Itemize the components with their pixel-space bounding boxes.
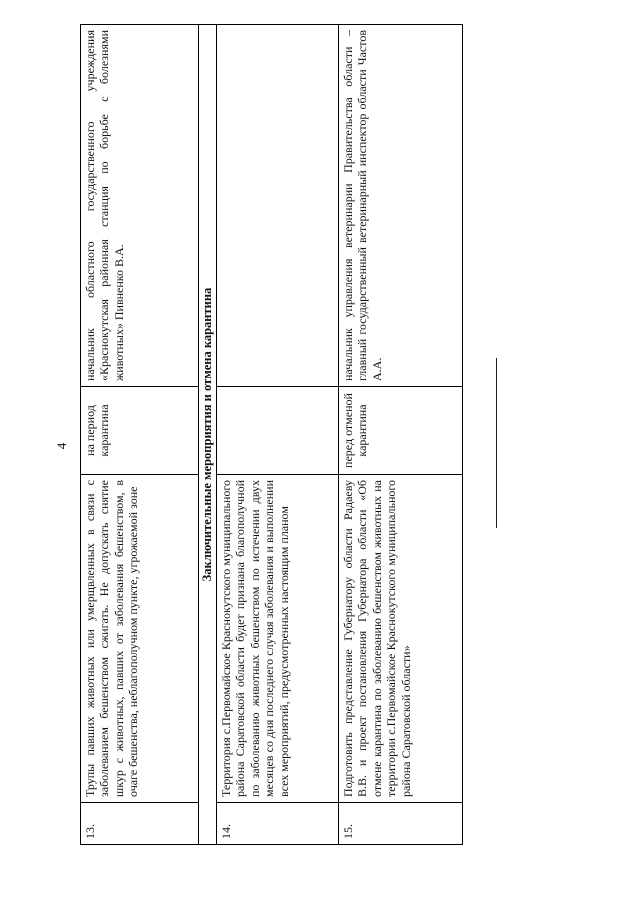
page-number: 4 (54, 442, 69, 450)
signature-divider-line (496, 358, 497, 528)
term-cell (217, 387, 339, 475)
measure-cell: Трупы павших животных или умерщвленных в связи с заболеванием бешенством сжигать. Не допускать снятие шкур с животных, павших от заболевания бешенством, в очаге бешенства, неблагополучном пункте, угрожаемой зоне (81, 475, 199, 803)
measures-table-rotated (80, 25, 460, 845)
table-row (339, 25, 463, 845)
table-row (81, 25, 199, 845)
row-number: 14. (217, 803, 339, 845)
measure-cell: Подготовить представление Губернатору области Радаеву В.В. и проект постановления Губернатора области «Об отмене карантина по заболеванию бешенством животных на территории с.Первомайское Краснокутского муниципального района Саратовской области» (339, 475, 463, 803)
row-number: 15. (339, 803, 463, 845)
measure-cell: Территория с.Первомайское Краснокутского муниципального района Саратовской области будет признана благополучной по заболеванию животных бешенством по истечении двух месяцев со дня последнего случая заболевания и выполнении всех мероприятий, предусмотренных настоящим планом (217, 475, 339, 803)
row-number: 13. (81, 803, 199, 845)
measures-table (80, 24, 463, 845)
section-header-row (199, 25, 217, 845)
responsible-cell (217, 25, 339, 387)
responsible-cell: начальник управления ветеринарии Правительства области – главный государственный ветеринарный инспектор области Частов А.А. (339, 25, 463, 387)
table-row (217, 25, 339, 845)
responsible-cell: начальник областного государственного учреждения «Краснокутская районная станция по борьбе с болезнями животных» Пивненко В.А. (81, 25, 199, 387)
section-title: Заключительные мероприятия и отмена карантина (199, 25, 217, 845)
term-cell: перед отменой карантина (339, 387, 463, 475)
term-cell: на период карантина (81, 387, 199, 475)
